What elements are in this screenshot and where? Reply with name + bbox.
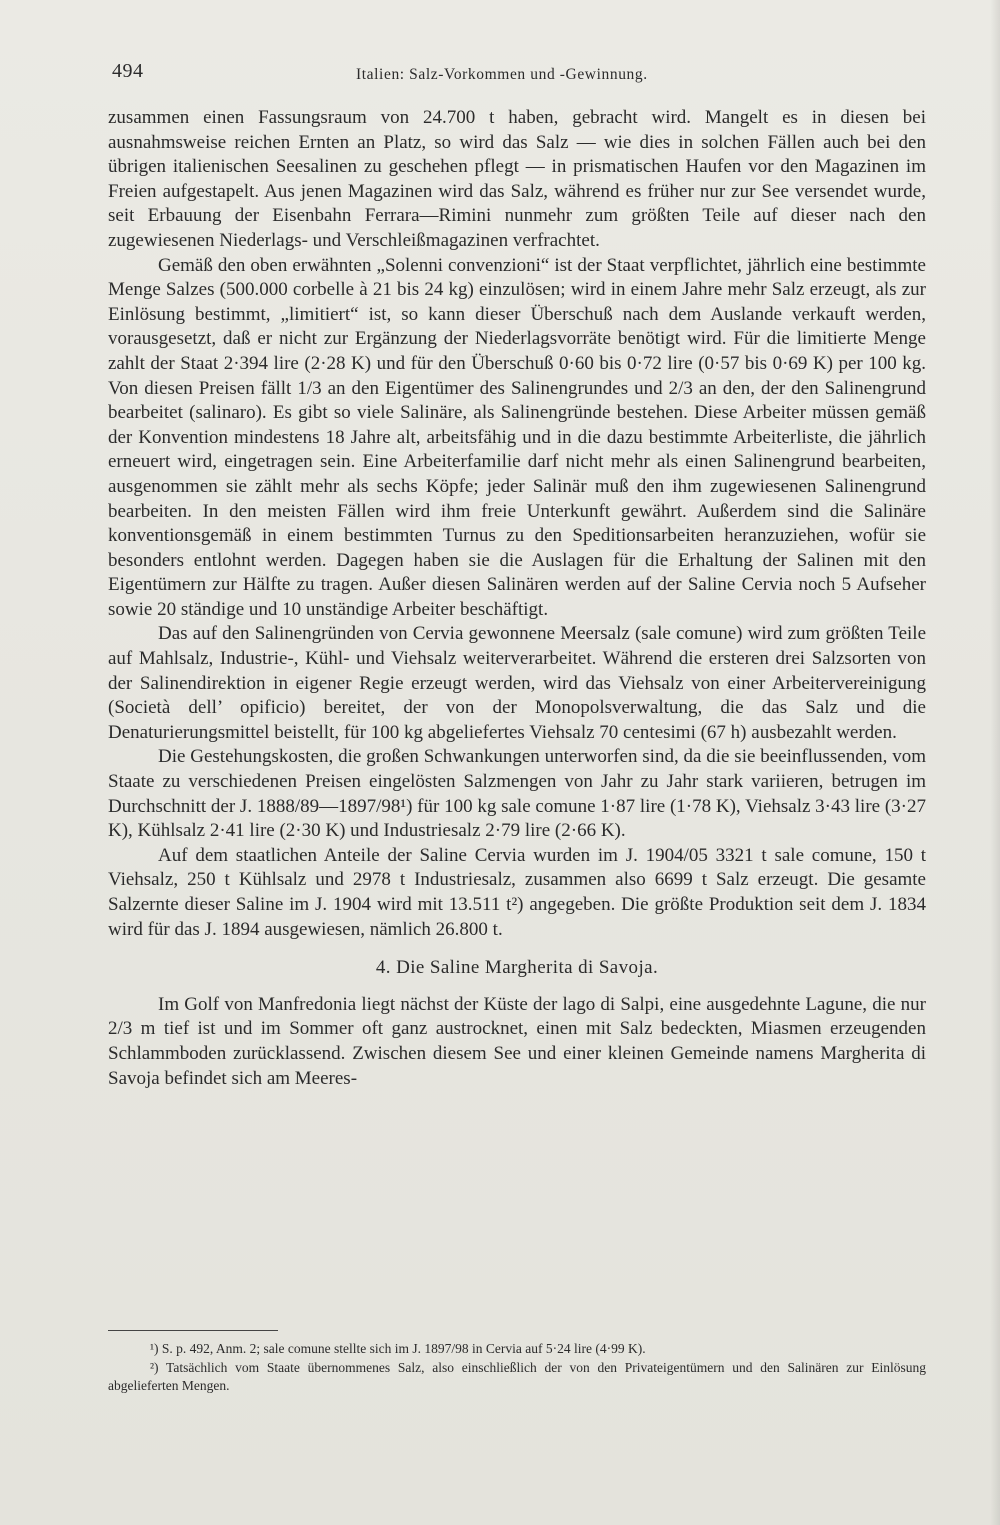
footnote-rule: [108, 1330, 278, 1331]
paragraph-6: Im Golf von Manfredonia liegt nächst der Küste der lago di Salpi, eine ausgedehnte Lagune, die nur 2/3 m tief ist und im Sommer oft ganz austrocknet, einen mit Salz bedeckten, Miasmen erzeugenden Schlammboden zurücklassend. Zwischen diesem See und einer kleinen Gemeinde namens Margherita di Savoja befindet sich am Meeres-: [108, 993, 926, 1089]
running-head: Italien: Salz-Vorkommen und -Gewinnung.: [356, 66, 648, 83]
paragraph-3: Das auf den Salinengründen von Cervia gewonnene Meersalz (sale comune) wird zum größten Teile auf Mahlsalz, Industrie-, Kühl- und Viehsalz weiterverarbeitet. Während die ersteren drei Salzsorten von der Salinendirektion in eigener Regie erzeugt werden, wird das Viehsalz von einer Arbeitervereinigung (Società dell’ opificio) bereitet, der von der Monopolsverwaltung, die das Salz und die Denaturierungsmittel beistellt, für 100 kg abgeliefertes Viehsalz 70 centesimi (67 h) ausbezahlt werden.: [108, 623, 926, 743]
page-edge-shadow: [990, 0, 1000, 1525]
section-title: 4. Die Saline Margherita di Savoja.: [375, 957, 659, 979]
paragraph-5: Auf dem staatlichen Anteile der Saline Cervia wurden im J. 1904/05 3321 t sale comune, 150 t Viehsalz, 250 t Kühlsalz und 2978 t Industriesalz, zusammen also 6699 t Salz erzeugt. Die gesamte Salzernte dieser Saline im J. 1904 wird mit 13.511 t²) angegeben. Die größte Produktion seit dem J. 1834 wird für das J. 1894 ausgewiesen, nämlich 26.800 t.: [108, 844, 926, 940]
body-text: [108, 106, 926, 1091]
paragraph-2: Gemäß den oben erwähnten „Solenni convenzioni“ ist der Staat verpflichtet, jährlich eine bestimmte Menge Salzes (500.000 corbelle à 21 bis 24 kg) einzulösen; wird in einem Jahre mehr Salz erzeugt, als zur Einlösung bestimmt, „limitiert“ ist, so kann dieser Überschuß nach dem Auslande verkauft werden, vorausgesetzt, daß er nicht zur Ergänzung der Niederlagsvorräte benötigt wird. Für die limitierte Menge zahlt der Staat 2·394 lire (2·28 K) und für den Überschuß 0·60 bis 0·72 lire (0·57 bis 0·69 K) per 100 kg. Von diesen Preisen fällt 1/3 an den Eigentümer des Salinengrundes und 2/3 an den, der den Salinengrund bearbeitet (salinaro). Es gibt so viele Salinäre, als Salinengründe bestehen. Diese Arbeiter müssen gemäß der Konvention mindestens 18 Jahre alt, arbeitsfähig und in die dazu bestimmte Arbeiterliste, die jährlich erneuert wird, eingetragen sein. Eine Arbeiterfamilie darf nicht mehr als einen Salinengrund bearbeiten, ausgenommen sie zählt mehr als sechs Köpfe; jeder Salinär muß den ihm zugewiesenen Salinengrund bearbeiten. In den meisten Fällen wird ihm freie Unterkunft gewährt. Außerdem sind die Salinäre konventionsgemäß in einem bestimmten Turnus zu den Speditionsarbeiten heranzuziehen, wofür sie besonders entlohnt werden. Dagegen haben sie die Auslagen für die Erhaltung der Salinen mit den Eigentümern zur Hälfte zu tragen. Außer diesen Salinären werden auf der Saline Cervia noch 5 Aufseher sowie 20 ständige und 10 unständige Arbeiter beschäftigt.: [108, 254, 926, 620]
page-number: 494: [112, 60, 144, 82]
footnote-1: ¹) S. p. 492, Anm. 2; sale comune stellte sich im J. 1897/98 in Cervia auf 5·24 lire (4·99 K).: [150, 1341, 646, 1356]
footnote-2: ²) Tatsächlich vom Staate übernommenes Salz, also einschließlich der von den Privateigentümern und den Salinären zur Einlösung abgelieferten Mengen.: [108, 1359, 926, 1393]
page-header: [112, 60, 922, 88]
paragraph-4: Die Gestehungskosten, die großen Schwankungen unterworfen sind, da die sie beeinflussenden, vom Staate zu verschiedenen Preisen eingelösten Salzmengen von Jahr zu Jahr stark variieren, betrugen im Durchschnitt der J. 1888/89—1897/98¹) für 100 kg sale comune 1·87 lire (1·78 K), Viehsalz 3·43 lire (3·27 K), Kühlsalz 2·41 lire (2·30 K) und Industriesalz 2·79 lire (2·66 K).: [108, 746, 926, 842]
footnotes: [108, 1340, 926, 1396]
paragraph-1: zusammen einen Fassungsraum von 24.700 t haben, gebracht wird. Mangelt es in diesen bei ausnahmsweise reichen Ernten an Platz, so wird das Salz — wie dies in solchen Fällen auch bei den übrigen italienischen Seesalinen zu geschehen pflegt — in prismatischen Haufen vor den Magazinen im Freien aufgestapelt. Aus jenen Magazinen wird das Salz, während es früher nur zur See versendet wurde, seit Erbauung der Eisenbahn Ferrara—Rimini nunmehr zum größten Teile auf dieser nach den zugewiesenen Niederlags- und Verschleißmagazinen verfrachtet.: [108, 107, 926, 251]
